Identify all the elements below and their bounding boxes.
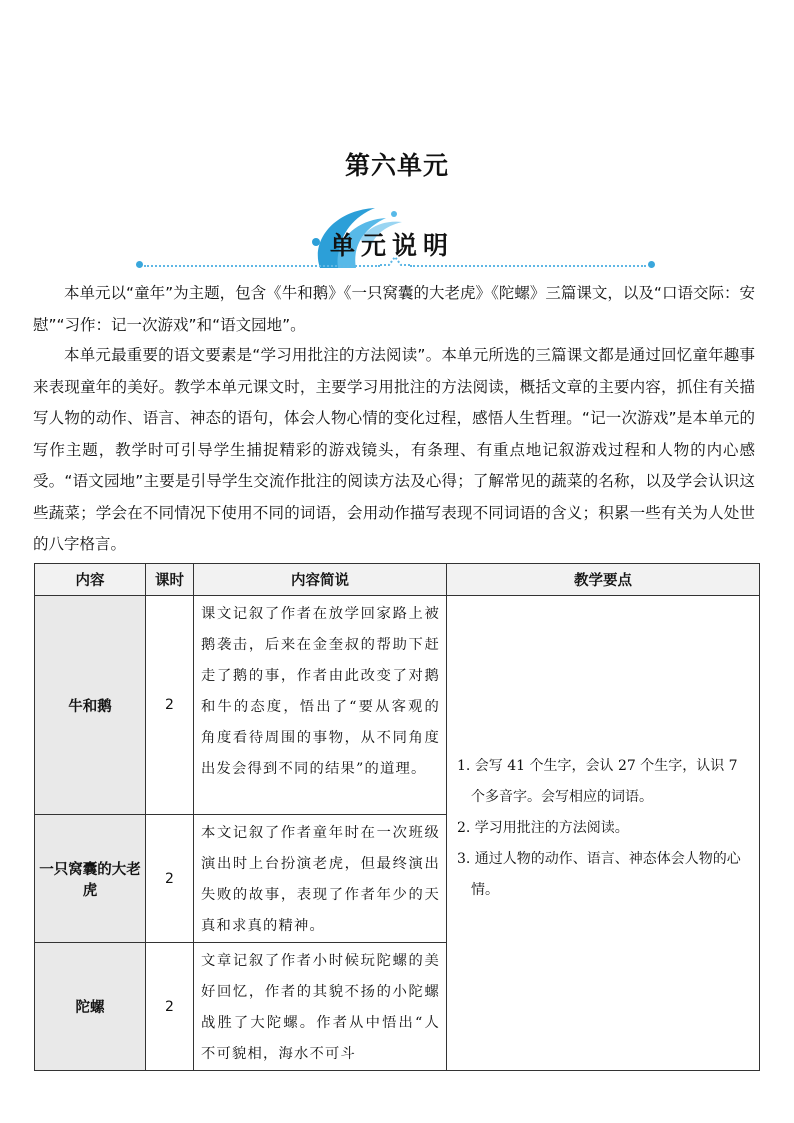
lesson-name: 一只窝囊的大老虎 (35, 815, 146, 943)
lesson-table (34, 563, 760, 1071)
intro-paragraph-2: 本单元最重要的语文要素是“学习用批注的方法阅读”。本单元所选的三篇课文都是通过回忆童年趣事来表现童年的美好。教学本单元课文时，主要学习用批注的方法阅读，概括文章的主要内容，抓住有关描写人物的动作、语言、神态的语句，体会人物心情的变化过程，感悟人生哲理。“记一次游戏”是本单元的写作主题，教学时可引导学生捕捉精彩的游戏镜头，有条理、有重点地记叙游戏过程和人物的内心感受。“语文园地”主要是引导学生交流作批注的阅读方法及心得；了解常见的蔬菜的名称，以及学会认识这些蔬菜；学会在不同情况下使用不同的词语，会用动作描写表现不同词语的含义；积累一些有关为人处世的八字格言。 (33, 346, 755, 553)
header-summary: 内容简说 (194, 564, 447, 596)
divider-dot-left (136, 261, 143, 268)
divider-line-left (144, 265, 380, 267)
divider-line-right (410, 265, 646, 267)
table-row (35, 596, 760, 815)
header-hours: 课时 (146, 564, 194, 596)
lesson-name: 牛和鹅 (35, 596, 146, 815)
header-teaching-points: 教学要点 (447, 564, 760, 596)
divider-dot-right (648, 261, 655, 268)
unit-title: 第六单元 (344, 151, 449, 180)
teaching-points-cell (447, 596, 760, 1071)
lesson-hours: 2 (146, 815, 194, 943)
header-content: 内容 (35, 564, 146, 596)
teaching-point: 1. 会写 41 个生字，会认 27 个生字，认识 7 个多音字。会写相应的词语。 (457, 758, 738, 805)
teaching-point: 3. 通过人物的动作、语言、神态体会人物的心情。 (457, 851, 741, 898)
lesson-summary: 课文记叙了作者在放学回家路上被鹅袭击，后来在金奎叔的帮助下赶走了鹅的事，作者由此改变了对鹅和牛的态度，悟出了“要从客观的角度看待周围的事物，从不同角度出发会得到不同的结果”的道理。 (194, 596, 447, 815)
intro-paragraph-1: 本单元以“童年”为主题，包含《牛和鹅》《一只窝囊的大老虎》《陀螺》三篇课文，以及“口语交际：安慰”“习作：记一次游戏”和“语文园地”。 (33, 284, 755, 334)
lesson-name: 陀螺 (35, 943, 146, 1071)
lesson-summary: 本文记叙了作者童年时在一次班级演出时上台扮演老虎，但最终演出失败的故事，表现了作者年少的天真和求真的精神。 (194, 815, 447, 943)
lesson-summary: 文章记叙了作者小时候玩陀螺的美好回忆，作者的其貌不扬的小陀螺战胜了大陀螺。作者从中悟出“人不可貌相，海水不可斗 (194, 943, 447, 1071)
table-header-row (35, 564, 760, 596)
lesson-hours: 2 (146, 596, 194, 815)
lesson-hours: 2 (146, 943, 194, 1071)
banner-title: 单元说明 (330, 231, 455, 260)
divider-notch-icon (380, 254, 410, 268)
teaching-point: 2. 学习用批注的方法阅读。 (457, 820, 629, 836)
